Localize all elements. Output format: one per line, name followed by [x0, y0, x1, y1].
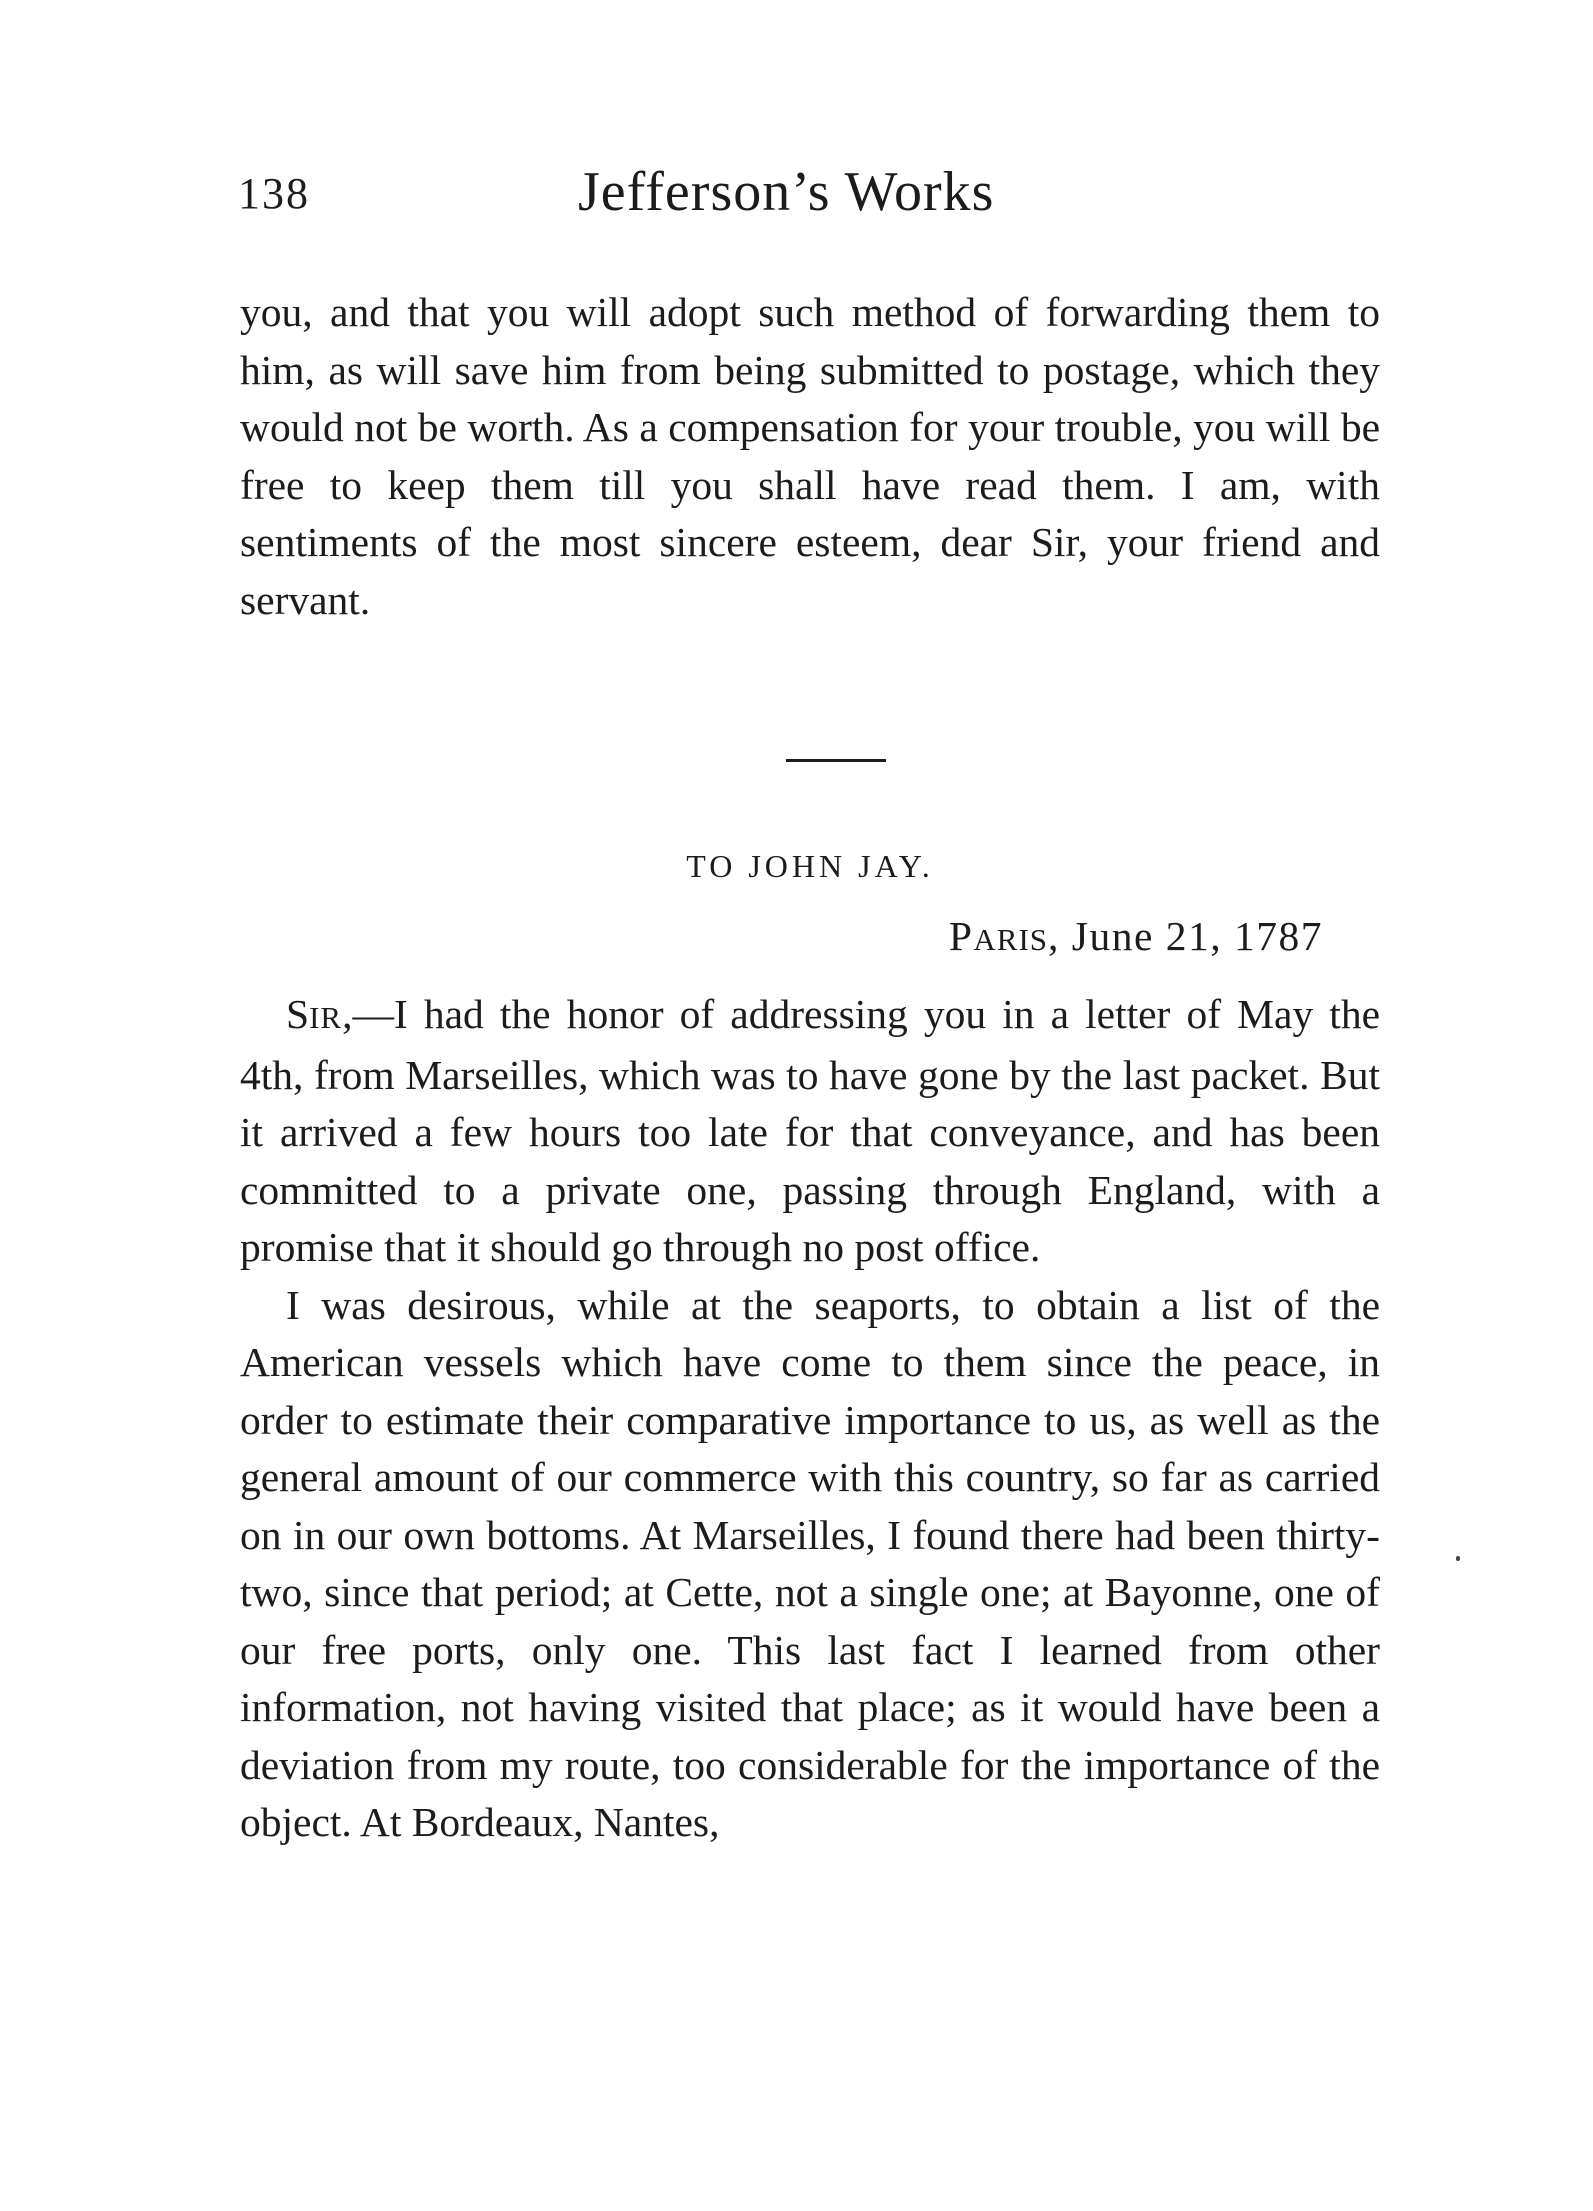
- section-divider: [786, 759, 886, 762]
- letter-paragraph-1-text: ,—I had the honor of addressing you in a letter of May the 4th, from Marseilles, which was to have gone by the last packet. But it arrived a few hours too late for that conveyance, and has been committed to a private one, passing through England, with a promise that it should go through no post office.: [240, 991, 1380, 1270]
- running-title: Jefferson’s Works: [578, 161, 995, 223]
- letter-body: [240, 986, 1380, 1852]
- page-header: [238, 160, 1378, 240]
- dateline-place: PARIS: [948, 913, 1049, 959]
- page-number: 138: [238, 169, 310, 218]
- paper-speck: [1456, 1556, 1460, 1561]
- salutation-initial: S: [286, 991, 310, 1037]
- letter-paragraph-1: [240, 986, 1380, 1277]
- continuation-text: [240, 284, 1380, 629]
- dateline-date: , June 21, 1787: [1048, 913, 1323, 959]
- continuation-paragraph: you, and that you will adopt such method of forwarding them to him, as will save him from being submitted to postage, which they would not be worth. As a compensation for your trouble, you will be free to keep them till you shall have read them. I am, with sentiments of the most sincere esteem, dear Sir, your friend and servant.: [240, 289, 1380, 623]
- letter-dateline: [949, 912, 1323, 960]
- letter-heading: TO JOHN JAY.: [686, 848, 934, 884]
- salutation-rest: IR: [309, 1000, 343, 1035]
- letter-paragraph-2: I was desirous, while at the seaports, to obtain a list of the American vessels which have come to them since the peace, in order to estimate their comparative importance to us, as well as the general amount of our commerce with this country, so far as carried on in our own bottoms. At Marseilles, I found there had been thirty-two, since that period; at Cette, not a single one; at Bayonne, one of our free ports, only one. This last fact I learned from other information, not having visited that place; as it would have been a deviation from my route, too considerable for the importance of the object. At Bordeaux, Nantes,: [240, 1281, 1380, 1845]
